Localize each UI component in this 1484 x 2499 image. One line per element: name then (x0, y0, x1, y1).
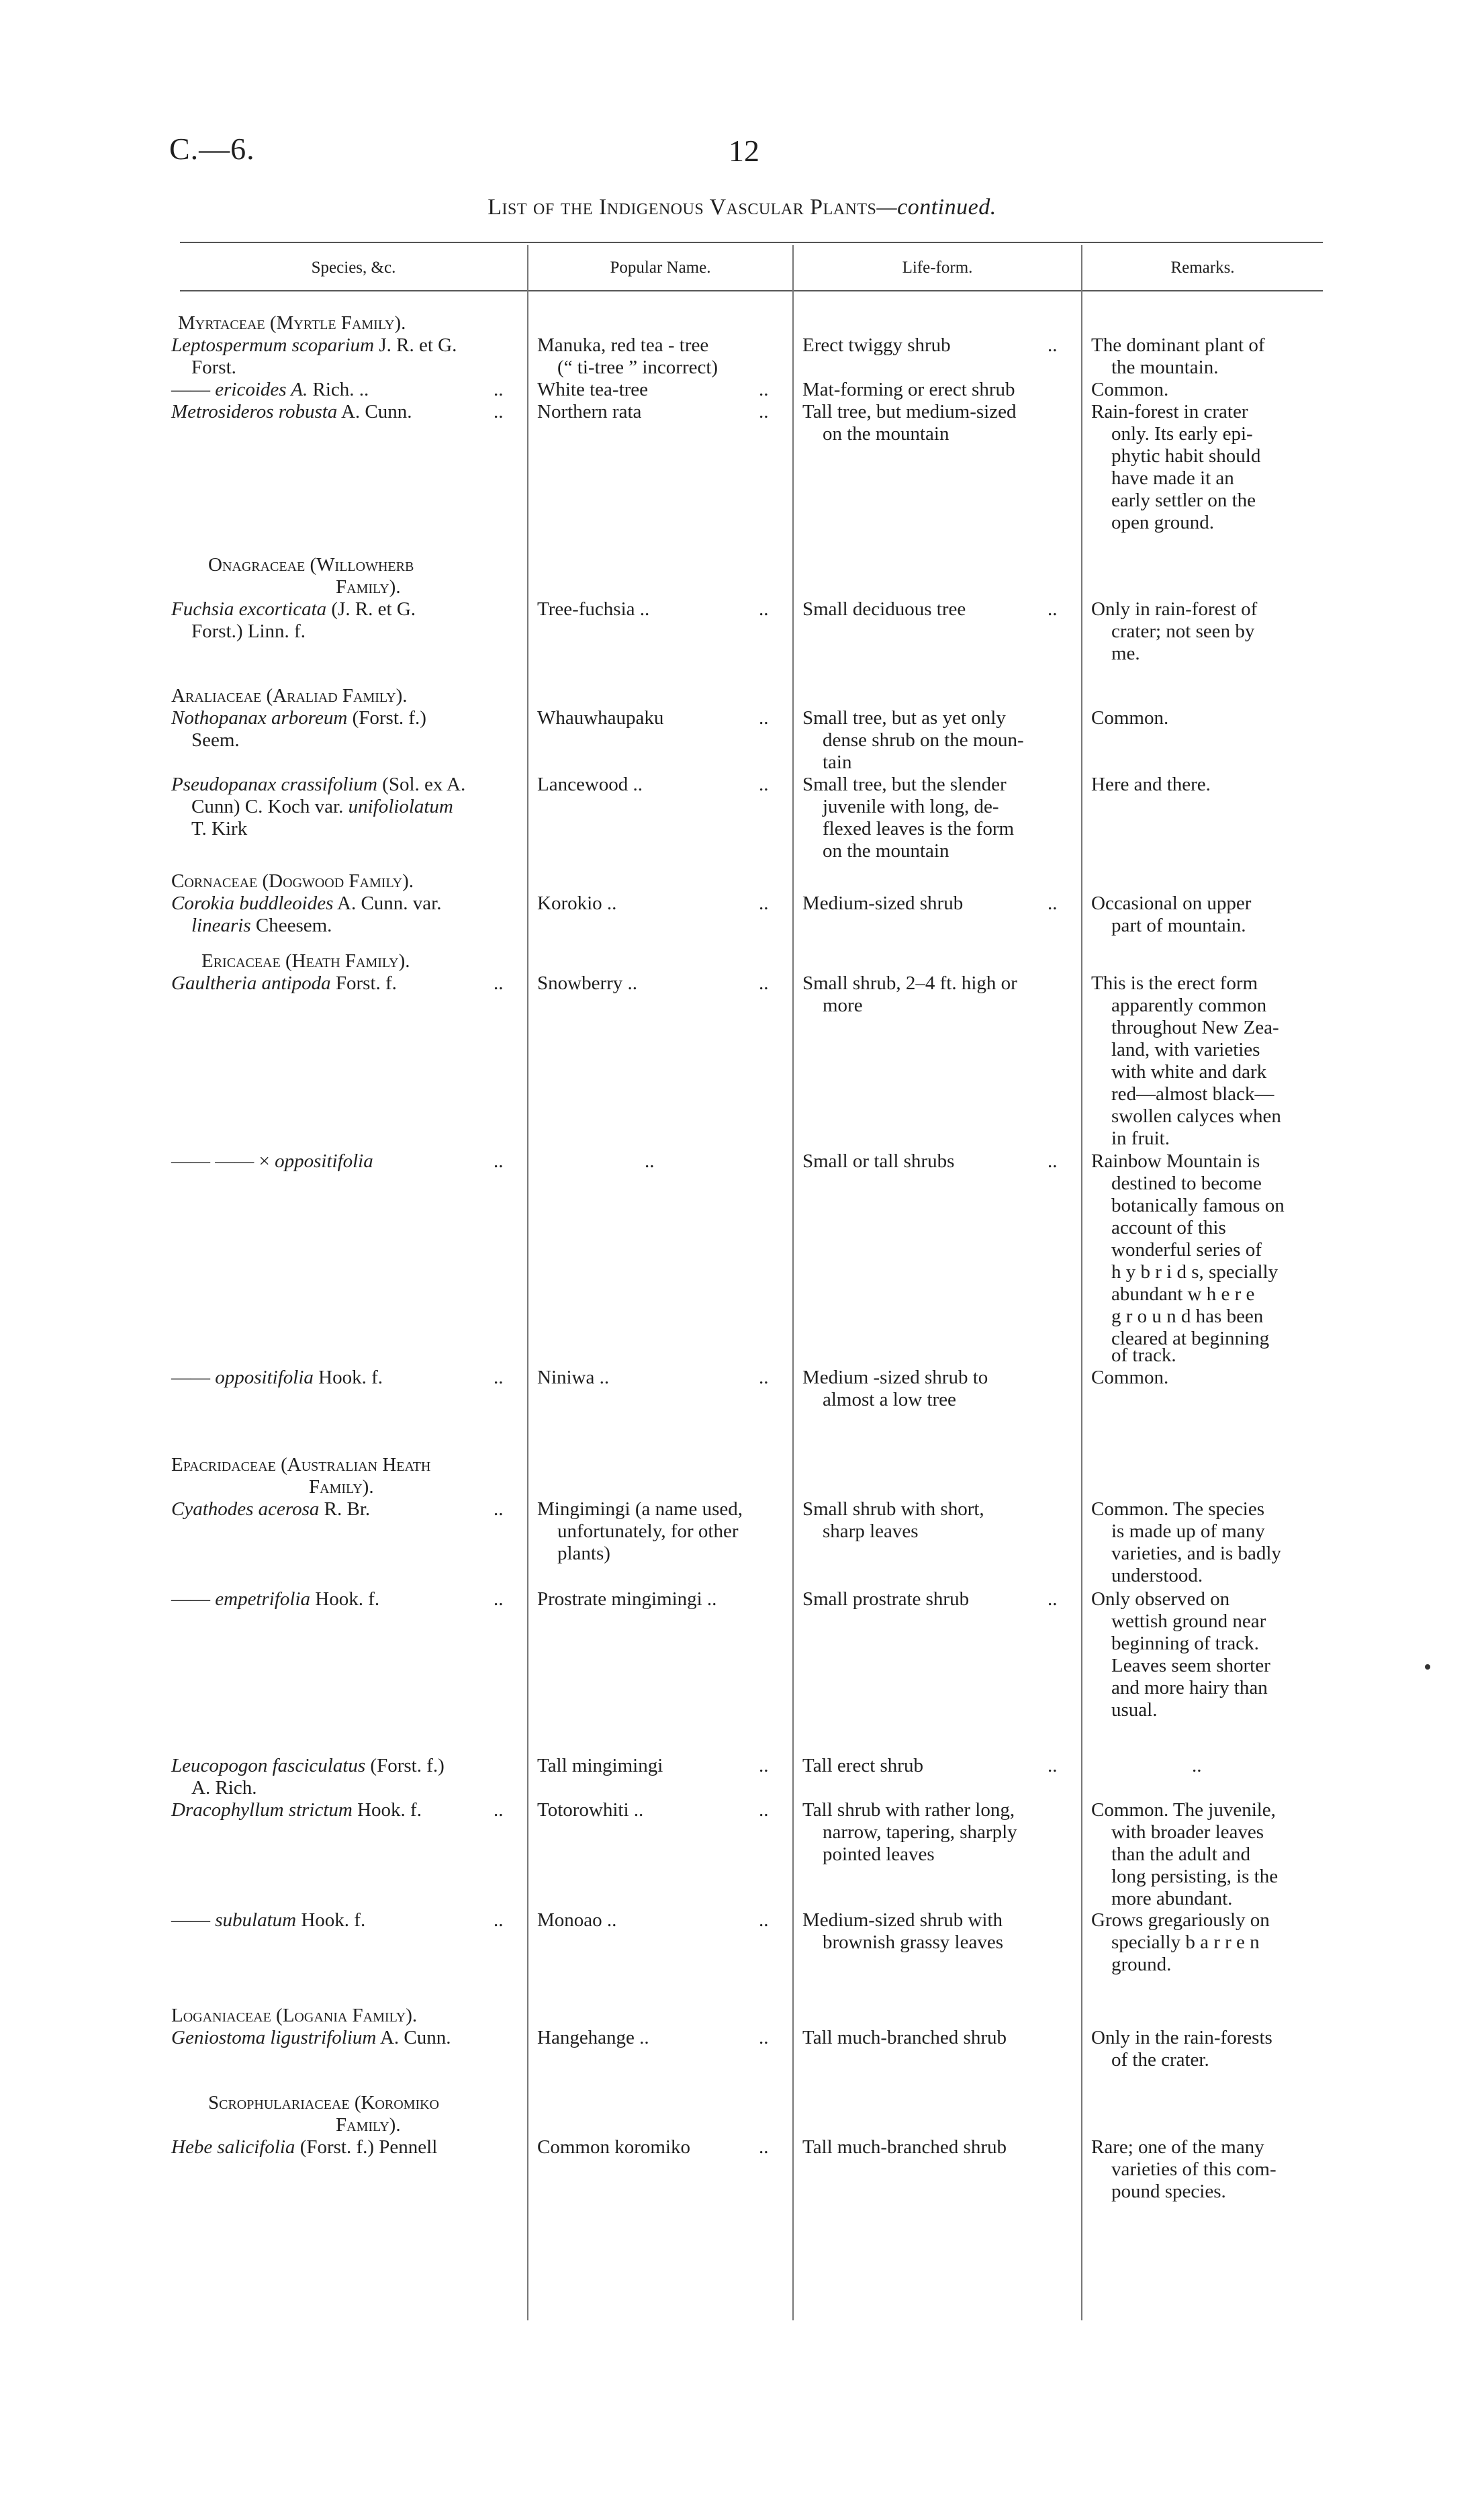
species-epithet: empetrifolia (215, 1588, 311, 1610)
remark-cont: usual. (1111, 1699, 1158, 1721)
life-form: Medium-sized shrub (802, 893, 964, 914)
remark-cont: h y b r i d s, specially (1111, 1261, 1279, 1283)
remark-cont: botanically famous on (1111, 1195, 1285, 1216)
popular-name: Totorowhiti .. (537, 1799, 644, 1821)
remark-cont: red—almost black— (1111, 1083, 1274, 1105)
remark: Here and there. (1091, 774, 1211, 795)
family-heading-cont: Family). (336, 576, 401, 598)
remark-cont: wettish ground near (1111, 1610, 1266, 1632)
leader-dots: .. (494, 379, 504, 400)
remark-cont: more abundant. (1111, 1888, 1233, 1909)
species-name-cont (191, 915, 332, 937)
remark-cont: in fruit. (1111, 1128, 1170, 1149)
leader-dots: .. (494, 1367, 504, 1388)
leader-dots: .. (759, 2027, 769, 2048)
popular-name: White tea-tree (537, 379, 649, 400)
species-name-cont: Forst. (191, 357, 236, 378)
remark: The dominant plant of (1091, 334, 1265, 356)
species-authority: Cunn) C. Koch var. (191, 796, 349, 817)
leader-dots: .. (494, 401, 504, 422)
popular-name: Whauwhaupaku (537, 707, 664, 729)
life-form: Small tree, but the slender (802, 774, 1007, 795)
species-binomial: Leptospermum scoparium (171, 334, 375, 356)
remark-cont: abundant w h e r e (1111, 1283, 1255, 1305)
remark: Only in the rain-forests (1091, 2027, 1272, 2048)
remark-cont: me. (1111, 643, 1140, 664)
remark-cont: long persisting, is the (1111, 1866, 1279, 1887)
leader-dots: .. (759, 401, 769, 422)
popular-name: Manuka, red tea - tree (537, 334, 709, 356)
life-form-cont: almost a low tree (823, 1389, 956, 1410)
popular-name: Snowberry .. (537, 972, 638, 994)
life-form-cont: on the mountain (823, 840, 949, 862)
species-name (171, 1150, 373, 1173)
remark-cont: of track. (1111, 1345, 1176, 1366)
variety-name: unifoliolatum (348, 796, 453, 817)
life-form: Erect twiggy shrub (802, 334, 951, 356)
remark-cont: cleared at beginning (1111, 1328, 1270, 1349)
column-divider-3 (1081, 245, 1082, 2320)
species-name (171, 1498, 370, 1520)
popular-name-cont: plants) (557, 1543, 610, 1564)
column-header-life-form: Life-form. (902, 259, 973, 277)
species-name (171, 379, 369, 401)
remark: Rare; one of the many (1091, 2136, 1264, 2158)
species-authority: (Forst. f.) (347, 707, 426, 729)
remark-cont: part of mountain. (1111, 915, 1246, 936)
remark-cont: varieties of this com- (1111, 2159, 1277, 2180)
family-heading: Epacridaceae (Australian Heath (171, 1454, 431, 1475)
column-header-species: Species, &c. (311, 259, 396, 277)
header-bottom-rule (180, 290, 1323, 291)
species-epithet: subulatum (215, 1909, 297, 1931)
remark-cont: of the crater. (1111, 2049, 1209, 2071)
species-authority: (J. R. et G. (326, 598, 416, 620)
species-binomial: Geniostoma ligustrifolium (171, 2027, 377, 2048)
remark-cont: apparently common (1111, 995, 1267, 1016)
leader-dots: .. (1048, 598, 1058, 620)
popular-name: Korokio .. (537, 893, 617, 914)
remark: This is the erect form (1091, 972, 1258, 994)
life-form: Tall erect shrub (802, 1755, 923, 1776)
species-name (171, 334, 457, 357)
life-form-cont: tain (823, 752, 852, 773)
life-form: Small shrub with short, (802, 1498, 984, 1520)
remark-cont: with broader leaves (1111, 1821, 1264, 1843)
life-form: Small or tall shrubs (802, 1150, 955, 1172)
leader-dots: .. (1048, 1588, 1058, 1610)
popular-name: Tall mingimingi (537, 1755, 663, 1776)
ditto-dash: —— (171, 1367, 216, 1388)
ditto-dash: —— (171, 1909, 216, 1931)
family-heading-cont: Family). (336, 2114, 401, 2136)
table-title-main: List of the Indigenous Vascular Plants (488, 195, 877, 220)
species-name (171, 1755, 445, 1777)
species-name (171, 972, 397, 995)
life-form: Small prostrate shrub (802, 1588, 970, 1610)
leader-dots: .. (759, 2136, 769, 2158)
remark-cont: swollen calyces when (1111, 1105, 1281, 1127)
remark-cont: open ground. (1111, 512, 1215, 533)
life-form: Small deciduous tree (802, 598, 966, 620)
species-name (171, 1588, 379, 1610)
remark-cont: pound species. (1111, 2181, 1226, 2202)
popular-name: Tree-fuchsia .. (537, 598, 650, 620)
life-form: Medium-sized shrub with (802, 1909, 1003, 1931)
species-epithet: oppositifolia (215, 1367, 314, 1388)
variety-name: linearis (191, 915, 251, 936)
life-form: Small tree, but as yet only (802, 707, 1006, 729)
leader-dots: .. (494, 1588, 504, 1610)
remark: Only in rain-forest of (1091, 598, 1258, 620)
life-form-cont: flexed leaves is the form (823, 818, 1015, 839)
family-heading: Araliaceae (Araliad Family). (171, 685, 408, 707)
popular-name: .. (645, 1150, 655, 1172)
species-name (171, 598, 416, 621)
remark: Rain-forest in crater (1091, 401, 1248, 422)
species-authority: R. Br. (319, 1498, 371, 1520)
remark: Common. (1091, 1367, 1169, 1388)
remark-cont: specially b a r r e n (1111, 1932, 1260, 1953)
remark: Only observed on (1091, 1588, 1230, 1610)
remark-cont: account of this (1111, 1217, 1226, 1238)
species-binomial: Cyathodes acerosa (171, 1498, 320, 1520)
remark: Common. The juvenile, (1091, 1799, 1276, 1821)
species-binomial: Corokia buddleoides (171, 893, 334, 914)
leader-dots: .. (759, 774, 769, 795)
life-form: Tall shrub with rather long, (802, 1799, 1015, 1821)
popular-name: Prostrate mingimingi .. (537, 1588, 717, 1610)
page-reference: C.—6. (169, 132, 255, 166)
life-form-cont: sharp leaves (823, 1520, 919, 1542)
remark: .. (1192, 1755, 1202, 1776)
life-form-cont: juvenile with long, de- (823, 796, 999, 817)
remark-cont: than the adult and (1111, 1844, 1250, 1865)
life-form-cont: narrow, tapering, sharply (823, 1821, 1017, 1843)
popular-name: Common koromiko (537, 2136, 690, 2158)
remark-cont: wonderful series of (1111, 1239, 1262, 1261)
life-form-cont: more (823, 995, 863, 1016)
remark-cont: early settler on the (1111, 490, 1256, 511)
remark-cont: ground. (1111, 1954, 1172, 1975)
species-binomial: Metrosideros robusta (171, 401, 338, 422)
species-authority: Forst. f. (330, 972, 397, 994)
popular-name: Mingimingi (a name used, (537, 1498, 743, 1520)
leader-dots: .. (494, 1150, 504, 1172)
remark: Rainbow Mountain is (1091, 1150, 1260, 1172)
species-authority: A. Cunn. (376, 2027, 451, 2048)
species-name (171, 401, 412, 423)
remark: Grows gregariously on (1091, 1909, 1270, 1931)
family-heading: Onagraceae (Willowherb (208, 554, 414, 576)
leader-dots: .. (1048, 1150, 1058, 1172)
species-binomial: Hebe salicifolia (171, 2136, 295, 2158)
life-form-cont: on the mountain (823, 423, 949, 445)
page-number: 12 (729, 134, 759, 168)
life-form: Medium -sized shrub to (802, 1367, 988, 1388)
ditto-dash: —— (171, 379, 216, 400)
remark: Common. (1091, 379, 1169, 400)
family-heading: Loganiaceae (Logania Family). (171, 2005, 418, 2026)
species-binomial: Pseudopanax crassifolium (171, 774, 377, 795)
species-name (171, 1909, 365, 1932)
life-form: Mat-forming or erect shrub (802, 379, 1015, 400)
remark-cont: crater; not seen by (1111, 621, 1255, 642)
species-epithet: oppositifolia (275, 1150, 373, 1172)
species-name (171, 1367, 383, 1389)
species-binomial: Leucopogon fasciculatus (171, 1755, 366, 1776)
species-epithet: ericoides A. (215, 379, 308, 400)
life-form: Tall tree, but medium-sized (802, 401, 1017, 422)
species-name-cont: Seem. (191, 729, 240, 751)
species-authority: A. Cunn. var. (333, 893, 442, 914)
remark-cont: beginning of track. (1111, 1633, 1259, 1654)
species-authority: (Forst. f.) (365, 1755, 445, 1776)
family-heading: Myrtaceae (Myrtle Family). (178, 312, 406, 334)
species-name (171, 707, 426, 729)
popular-name: Lancewood .. (537, 774, 643, 795)
popular-name-cont: (“ ti-tree ” incorrect) (557, 357, 718, 378)
remark-cont: and more hairy than (1111, 1677, 1268, 1698)
life-form-cont: brownish grassy leaves (823, 1932, 1004, 1953)
popular-name: Northern rata (537, 401, 642, 422)
life-form-cont: dense shrub on the moun- (823, 729, 1024, 751)
ditto-dash: —— (171, 1588, 216, 1610)
remark-cont: phytic habit should (1111, 445, 1261, 467)
remark-cont: land, with varieties (1111, 1039, 1260, 1060)
scan-speck (1425, 1664, 1430, 1670)
header-top-rule (180, 242, 1323, 243)
remark-cont: the mountain. (1111, 357, 1219, 378)
life-form: Tall much-branched shrub (802, 2027, 1007, 2048)
remark: Occasional on upper (1091, 893, 1252, 914)
leader-dots: .. (759, 1909, 769, 1931)
popular-name: Monoao .. (537, 1909, 617, 1931)
leader-dots: .. (1048, 893, 1058, 914)
leader-dots: .. (759, 598, 769, 620)
species-authority: J. R. et G. (374, 334, 457, 356)
popular-name-cont: unfortunately, for other (557, 1520, 739, 1542)
leader-dots: .. (494, 1799, 504, 1821)
remark-cont: understood. (1111, 1565, 1203, 1586)
leader-dots: .. (494, 972, 504, 994)
life-form: Small shrub, 2–4 ft. high or (802, 972, 1017, 994)
leader-dots: .. (1048, 334, 1058, 356)
species-name (171, 2136, 437, 2159)
species-binomial: Gaultheria antipoda (171, 972, 331, 994)
family-heading: Ericaceae (Heath Family). (201, 950, 410, 972)
remark-cont: g r o u n d has been (1111, 1306, 1264, 1327)
table-title (0, 195, 1484, 220)
leader-dots: .. (759, 379, 769, 400)
table-title-continued: —continued. (876, 195, 996, 220)
species-binomial: Dracophyllum strictum (171, 1799, 353, 1821)
species-binomial: Fuchsia excorticata (171, 598, 327, 620)
leader-dots: .. (494, 1909, 504, 1931)
leader-dots: .. (759, 707, 769, 729)
life-form-cont: pointed leaves (823, 1844, 935, 1865)
species-authority: Cheesem. (250, 915, 332, 936)
remark-cont: have made it an (1111, 467, 1234, 489)
ditto-dash: —— —— × (171, 1150, 275, 1172)
leader-dots: .. (759, 893, 769, 914)
remark-cont: varieties, and is badly (1111, 1543, 1281, 1564)
remark: Common. (1091, 707, 1169, 729)
column-divider-2 (792, 245, 794, 2320)
remark: Common. The species (1091, 1498, 1265, 1520)
species-authority: Hook. f. (352, 1799, 422, 1821)
popular-name: Hangehange .. (537, 2027, 649, 2048)
life-form: Tall much-branched shrub (802, 2136, 1007, 2158)
species-authority: Rich. .. (308, 379, 369, 400)
remark-cont: with white and dark (1111, 1061, 1267, 1083)
species-name-cont: T. Kirk (191, 818, 248, 839)
species-authority: (Sol. ex A. (377, 774, 466, 795)
family-heading: Cornaceae (Dogwood Family). (171, 870, 414, 892)
species-name-cont: A. Rich. (191, 1777, 257, 1799)
leader-dots: .. (1048, 1755, 1058, 1776)
species-name (171, 774, 465, 796)
leader-dots: .. (759, 1799, 769, 1821)
column-divider-1 (527, 245, 528, 2320)
species-authority: Hook. f. (313, 1367, 383, 1388)
remark-cont: destined to become (1111, 1173, 1262, 1194)
column-header-popular-name: Popular Name. (610, 259, 711, 277)
remark-cont: only. Its early epi- (1111, 423, 1253, 445)
remark-cont: Leaves seem shorter (1111, 1655, 1270, 1676)
species-authority: Hook. f. (296, 1909, 366, 1931)
family-heading-cont: Family). (309, 1476, 374, 1498)
family-heading: Scrophulariaceae (Koromiko (208, 2092, 439, 2114)
leader-dots: .. (759, 1367, 769, 1388)
species-authority: Hook. f. (310, 1588, 380, 1610)
leader-dots: .. (494, 1498, 504, 1520)
species-name (171, 1799, 422, 1821)
species-authority: (Forst. f.) Pennell (295, 2136, 438, 2158)
remark-cont: throughout New Zea- (1111, 1017, 1279, 1038)
leader-dots: .. (759, 1755, 769, 1776)
species-name-cont: Forst.) Linn. f. (191, 621, 306, 642)
species-binomial: Nothopanax arboreum (171, 707, 348, 729)
species-name (171, 2027, 451, 2049)
column-header-remarks: Remarks. (1170, 259, 1235, 277)
leader-dots: .. (759, 972, 769, 994)
popular-name: Niniwa .. (537, 1367, 610, 1388)
remark-cont: is made up of many (1111, 1520, 1265, 1542)
species-authority: A. Cunn. (337, 401, 412, 422)
species-name-cont (191, 796, 453, 818)
species-name (171, 893, 442, 915)
